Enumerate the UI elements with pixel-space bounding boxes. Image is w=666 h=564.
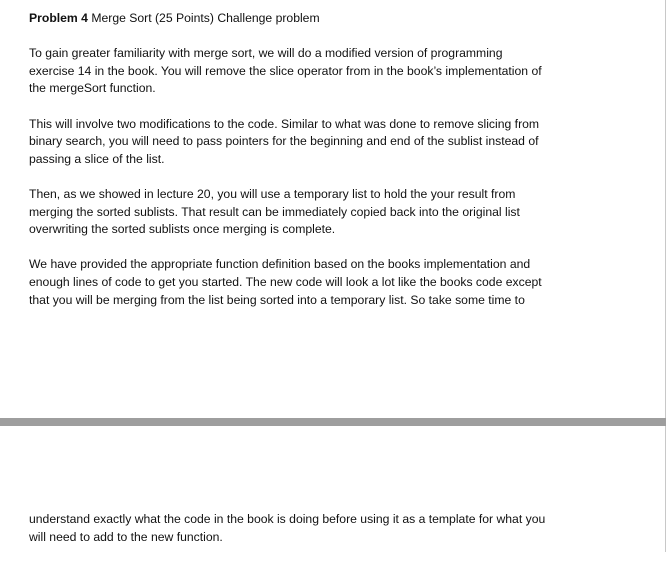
paragraph-temporary-list bbox=[29, 186, 589, 239]
problem-heading bbox=[29, 10, 589, 28]
problem-label: Problem 4 bbox=[29, 11, 88, 25]
problem-title: Merge Sort (25 Points) Challenge problem bbox=[91, 11, 320, 25]
paragraph-modifications bbox=[29, 116, 589, 169]
text-line: Then, as we showed in lecture 20, you will use a temporary list to hold the your result from bbox=[29, 186, 516, 201]
text-line: the mergeSort function. bbox=[29, 81, 156, 96]
paragraph-provided-code bbox=[29, 256, 589, 309]
text-line: To gain greater familiarity with merge sort, we will do a modified version of programming bbox=[29, 46, 503, 61]
text-line: passing a slice of the list. bbox=[29, 151, 165, 166]
page-1-content bbox=[29, 10, 589, 327]
text-line: We have provided the appropriate function definition based on the books implementation and bbox=[29, 257, 531, 272]
text-line: enough lines of code to get you started. The new code will look a lot like the books code except bbox=[29, 274, 542, 289]
text-line: This will involve two modifications to the code. Similar to what was done to remove slicing from bbox=[29, 116, 540, 131]
text-line: will need to add to the new function. bbox=[29, 529, 223, 544]
text-line: binary search, you will need to pass pointers for the beginning and end of the sublist instead of bbox=[29, 134, 539, 149]
text-line: understand exactly what the code in the book is doing before using it as a template for what you bbox=[29, 512, 546, 526]
text-line: merging the sorted sublists. That result can be immediately copied back into the original list bbox=[29, 204, 520, 219]
paragraph-intro bbox=[29, 45, 589, 98]
document-page-2 bbox=[0, 426, 666, 552]
text-line: that you will be merging from the list being sorted into a temporary list. So take some time to bbox=[29, 292, 525, 307]
page-break-separator bbox=[0, 418, 666, 426]
text-line: overwriting the sorted sublists once merging is complete. bbox=[29, 222, 336, 237]
page-2-content bbox=[29, 511, 589, 564]
text-line: exercise 14 in the book. You will remove the slice operator from in the book’s implementation of bbox=[29, 63, 542, 78]
paragraph-continuation bbox=[29, 511, 589, 546]
